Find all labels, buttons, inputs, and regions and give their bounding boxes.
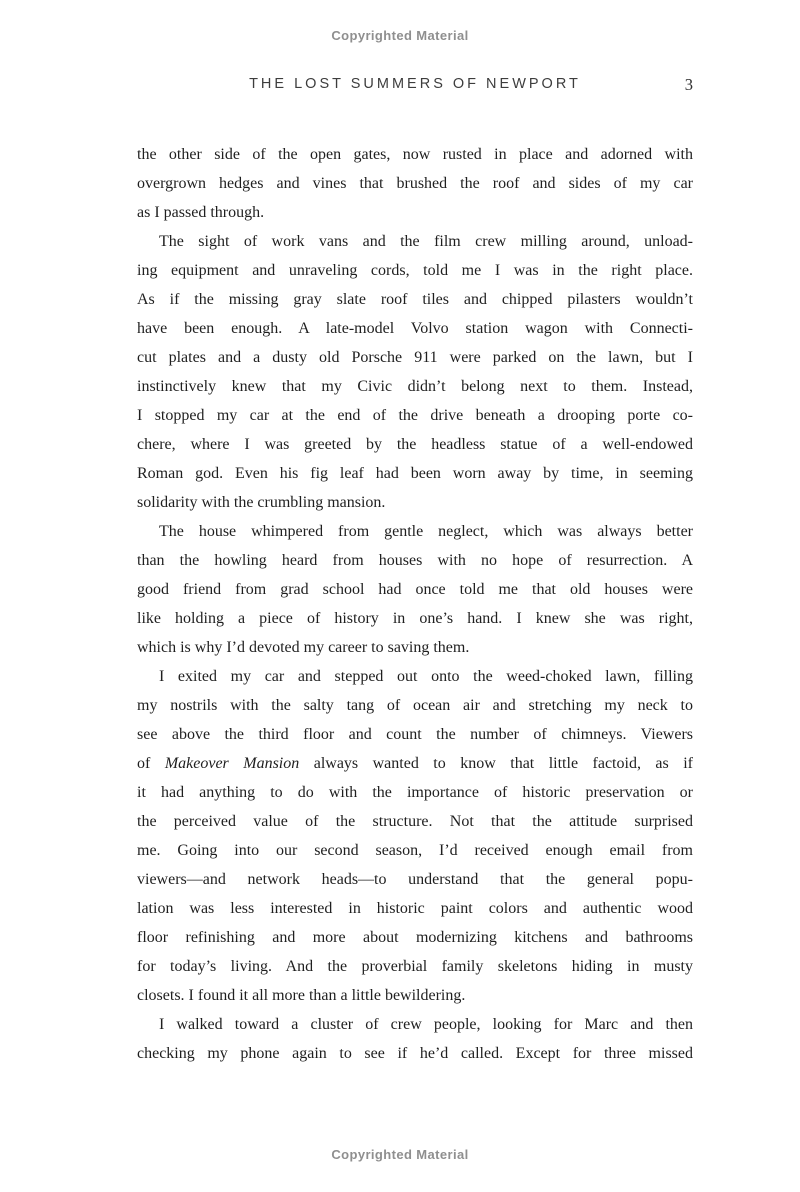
text-line: checking my phone again to see if he’d called. Except for three missed (137, 1045, 693, 1062)
text-line: Roman god. Even his fig leaf had been worn away by time, in seeming (137, 465, 693, 482)
text-line: which is why I’d devoted my career to saving them. (137, 639, 470, 656)
text-line: solidarity with the crumbling mansion. (137, 494, 386, 511)
text-line: the perceived value of the structure. Not that the attitude surprised (137, 813, 693, 830)
text-line: cut plates and a dusty old Porsche 911 were parked on the lawn, but I (137, 349, 693, 366)
text-line: overgrown hedges and vines that brushed the roof and sides of my car (137, 175, 693, 192)
text-line: it had anything to do with the importance of historic preservation or (137, 784, 693, 801)
text-line: the other side of the open gates, now rusted in place and adorned with (137, 146, 693, 163)
text-line: for today’s living. And the proverbial family skeletons hiding in musty (137, 958, 693, 975)
text-line: lation was less interested in historic paint colors and authentic wood (137, 900, 693, 917)
running-head (137, 76, 693, 98)
text-line: floor refinishing and more about modernizing kitchens and bathrooms (137, 929, 693, 946)
text-line: instinctively knew that my Civic didn’t belong next to them. Instead, (137, 378, 693, 395)
top-copyright-slug: Copyrighted Material (331, 28, 469, 43)
paragraph (137, 1010, 693, 1068)
text-line: I stopped my car at the end of the drive beneath a drooping porte co- (137, 407, 693, 424)
text-line: my nostrils with the salty tang of ocean air and stretching my neck to (137, 697, 693, 714)
text-line: I walked toward a cluster of crew people, looking for Marc and then (159, 1016, 693, 1033)
running-head-title: THE LOST SUMMERS OF NEWPORT (249, 76, 581, 92)
text-line: I exited my car and stepped out onto the weed-choked lawn, filling (159, 668, 693, 685)
paragraph (137, 227, 693, 517)
text-line: ing equipment and unraveling cords, told me I was in the right place. (137, 262, 693, 279)
paragraph (137, 140, 693, 227)
text-line: As if the missing gray slate roof tiles and chipped pilasters wouldn’t (137, 291, 693, 308)
paragraph (137, 662, 693, 1010)
text-line: me. Going into our second season, I’d received enough email from (137, 842, 693, 859)
body-text (137, 140, 693, 1068)
text-line: as I passed through. (137, 204, 265, 221)
paragraph (137, 517, 693, 662)
text-line: have been enough. A late-model Volvo station wagon with Connecti- (137, 320, 693, 337)
text-line: viewers—and network heads—to understand that the general popu- (137, 871, 693, 888)
text-line: like holding a piece of history in one’s hand. I knew she was right, (137, 610, 693, 627)
page-number: 3 (684, 75, 693, 94)
text-line: chere, where I was greeted by the headless statue of a well-endowed (137, 436, 693, 453)
text-line: closets. I found it all more than a little bewildering. (137, 987, 466, 1004)
text-line: The house whimpered from gentle neglect, which was always better (159, 523, 693, 540)
text-line: see above the third floor and count the number of chimneys. Viewers (137, 726, 693, 743)
text-line: good friend from grad school had once told me that old houses were (137, 581, 693, 598)
text-line: of Makeover Mansion always wanted to know that little factoid, as if (137, 755, 693, 772)
text-line: than the howling heard from houses with no hope of resurrection. A (137, 552, 693, 569)
text-line: The sight of work vans and the film crew milling around, unload- (159, 233, 693, 250)
bottom-copyright-slug: Copyrighted Material (331, 1147, 469, 1162)
